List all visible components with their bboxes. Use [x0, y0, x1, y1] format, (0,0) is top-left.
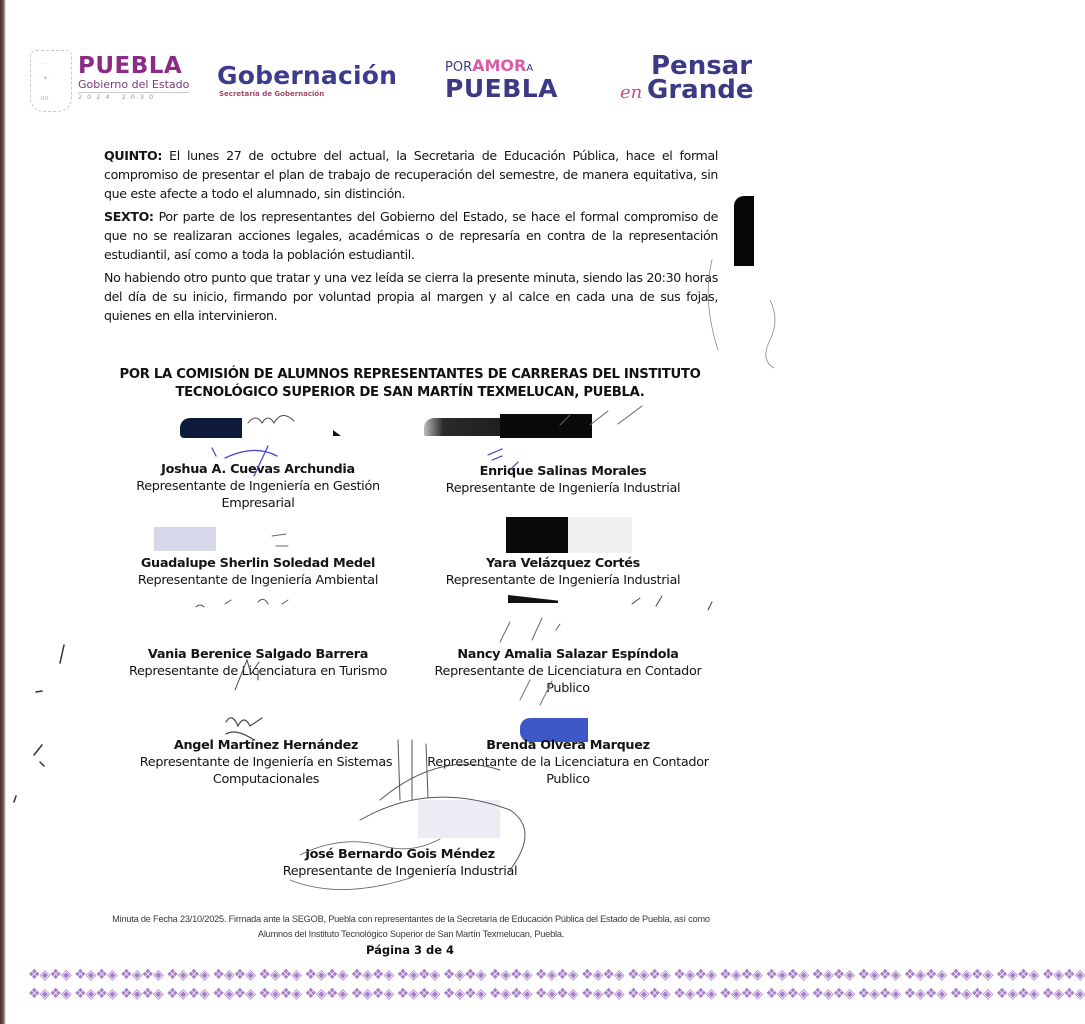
amor-logo-puebla: PUEBLA: [445, 74, 559, 103]
signature-stroke: [500, 618, 560, 642]
pensar-logo-grande: Grande: [647, 75, 754, 105]
signature-stroke: [708, 260, 775, 368]
puebla-logo-years: 2024 2030: [78, 92, 189, 102]
gobernacion-logo-subtitle: Secretaría de Gobernación: [219, 90, 325, 98]
decorative-border-pattern: [28, 966, 1085, 1010]
puebla-logo-title: PUEBLA: [78, 53, 183, 79]
signatory: [108, 737, 424, 788]
clause-quinto-text: El lunes 27 de octubre del actual, la Secretaria de Educación Pública, hace el formal compromiso de presentar el plan de trabajo de recuperación del semestre, de manera equitativa, sin que este afecte a todo el alumnado, sin distinción.: [104, 148, 718, 201]
signatory-role: Representante de Ingeniería en Sistemas Computacionales: [139, 755, 393, 787]
page-number: Página 3 de 4: [365, 943, 455, 957]
redaction-mark: [568, 517, 632, 553]
signatory: [418, 737, 718, 788]
closing-paragraph: No habiendo otro punto que tratar y una vez leída se cierra la presente minuta, siendo las 20:30 horas del día de su inicio, firmando por voluntad propia al margen y al calce en cada una de sus fojas, quienes en ella intervinieron.: [104, 270, 718, 323]
signatory-role: Representante de Licenciatura en Turismo: [128, 664, 388, 679]
signatory-name: Nancy Amalia Salazar Espíndola: [457, 647, 679, 662]
commission-heading: POR LA COMISIÓN DE ALUMNOS REPRESENTANTES DE CARRERAS DEL INSTITUTO TECNOLÓGICO SUPERIOR DE SAN MARTÍN TEXMELUCAN, PUEBLA.: [119, 367, 701, 400]
scan-edge: [0, 0, 6, 1024]
clause-sexto-text: Por parte de los representantes del Gobierno del Estado, se hace el formal compromiso de que no se realizaran acciones legales, académicas o de represaría en contra de la representación estudiantil, así como a toda la población estudiantil.: [104, 209, 718, 262]
signatory-role: Representante de Ingeniería Industrial: [282, 864, 518, 879]
pattern-row: ❖◈❖◈ ❖◈❖◈ ❖◈❖◈ ❖◈❖◈ ❖◈❖◈ ❖◈❖◈ ❖◈❖◈ ❖◈❖◈ ❖◈❖◈ ❖◈❖◈ ❖◈❖◈ ❖◈❖◈ ❖◈❖◈ ❖◈❖◈ ❖◈❖◈ ❖◈❖◈ ❖◈❖◈ ❖◈❖◈ ❖◈❖◈ ❖◈❖◈ ❖◈❖◈ ❖◈❖◈ ❖◈❖◈: [28, 986, 1085, 1002]
puebla-government-logo: [78, 54, 189, 102]
redaction-mark: [500, 414, 592, 438]
amor-logo-por: POR: [445, 60, 473, 75]
por-amor-a-puebla-logo: [445, 58, 558, 101]
clause-sexto-label: SEXTO:: [104, 209, 154, 224]
gobernacion-logo: [217, 62, 397, 99]
signatory-name: Joshua A. Cuevas Archundia: [161, 462, 355, 477]
signatory: [100, 646, 416, 680]
gobernacion-logo-title: Gobernación: [217, 61, 398, 90]
signatory-name: Vania Berenice Salgado Barrera: [147, 647, 369, 662]
puebla-logo-subtitle: Gobierno del Estado: [78, 78, 190, 91]
clause-sexto: [104, 207, 718, 264]
signatory-role: Representante de Ingeniería Ambiental: [137, 573, 379, 588]
signatory-name: José Bernardo Gois Méndez: [305, 847, 495, 862]
clause-quinto: [104, 146, 718, 203]
pensar-logo-en: en: [620, 82, 643, 103]
signature-stroke: [272, 534, 288, 546]
signatory-name: Enrique Salinas Morales: [479, 464, 647, 479]
signatory-role: Representante de la Licenciatura en Contador Publico: [427, 755, 709, 787]
footer-note: Minuta de Fecha 23/10/2025. Firmada ante la SEGOB, Puebla con representantes de la Secretaría de Educación Pública del Estado de Puebla, así como Alumnos del Instituto Tecnológico Superior de San Martín Texmelucan, Puebla.: [112, 914, 710, 939]
signatory: [418, 555, 708, 589]
redaction-mark: [333, 430, 341, 436]
state-coat-of-arms-icon: · · · · ✦ · ·ʊʊ·: [30, 50, 72, 112]
signatory-role: Representante de Licenciatura en Contador Publico: [434, 664, 702, 696]
redaction-mark: [418, 800, 500, 838]
signatory: [108, 555, 408, 589]
amor-logo-amor: AMOR: [472, 56, 527, 75]
signature-stroke: [196, 599, 288, 607]
signatory-role: Representante de Ingeniería Industrial: [445, 481, 681, 496]
signatory-role: Representante de Ingeniería en Gestión Empresarial: [136, 479, 380, 511]
signatory-name: Yara Velázquez Cortés: [486, 556, 640, 571]
signatory: [418, 646, 718, 697]
signatory: [418, 463, 708, 497]
pensar-logo-pensar: Pensar: [651, 51, 753, 81]
margin-mark: [14, 645, 64, 802]
signature-stroke: [632, 596, 712, 610]
signatory-role: Representante de Ingeniería Industrial: [445, 573, 681, 588]
redaction-mark: [734, 196, 754, 266]
letterhead: [0, 48, 798, 118]
clause-quinto-label: QUINTO:: [104, 148, 163, 163]
redaction-mark: [154, 527, 216, 551]
signatory-name: Angel Martínez Hernández: [173, 738, 359, 753]
signature-stroke: [248, 415, 294, 423]
pensar-en-grande-logo: [620, 52, 780, 112]
redaction-mark: [508, 595, 558, 603]
signatory: [108, 461, 408, 512]
redaction-mark: [506, 517, 568, 553]
pattern-row: ❖◈❖◈ ❖◈❖◈ ❖◈❖◈ ❖◈❖◈ ❖◈❖◈ ❖◈❖◈ ❖◈❖◈ ❖◈❖◈ ❖◈❖◈ ❖◈❖◈ ❖◈❖◈ ❖◈❖◈ ❖◈❖◈ ❖◈❖◈ ❖◈❖◈ ❖◈❖◈ ❖◈❖◈ ❖◈❖◈ ❖◈❖◈ ❖◈❖◈ ❖◈❖◈ ❖◈❖◈ ❖◈❖◈: [28, 967, 1085, 983]
amor-logo-a: A: [526, 63, 534, 74]
signatory-name: Guadalupe Sherlin Soledad Medel: [140, 556, 376, 571]
signatory: [250, 846, 550, 880]
signatory-name: Brenda Olvera Marquez: [486, 738, 650, 753]
redaction-mark: [180, 418, 242, 438]
